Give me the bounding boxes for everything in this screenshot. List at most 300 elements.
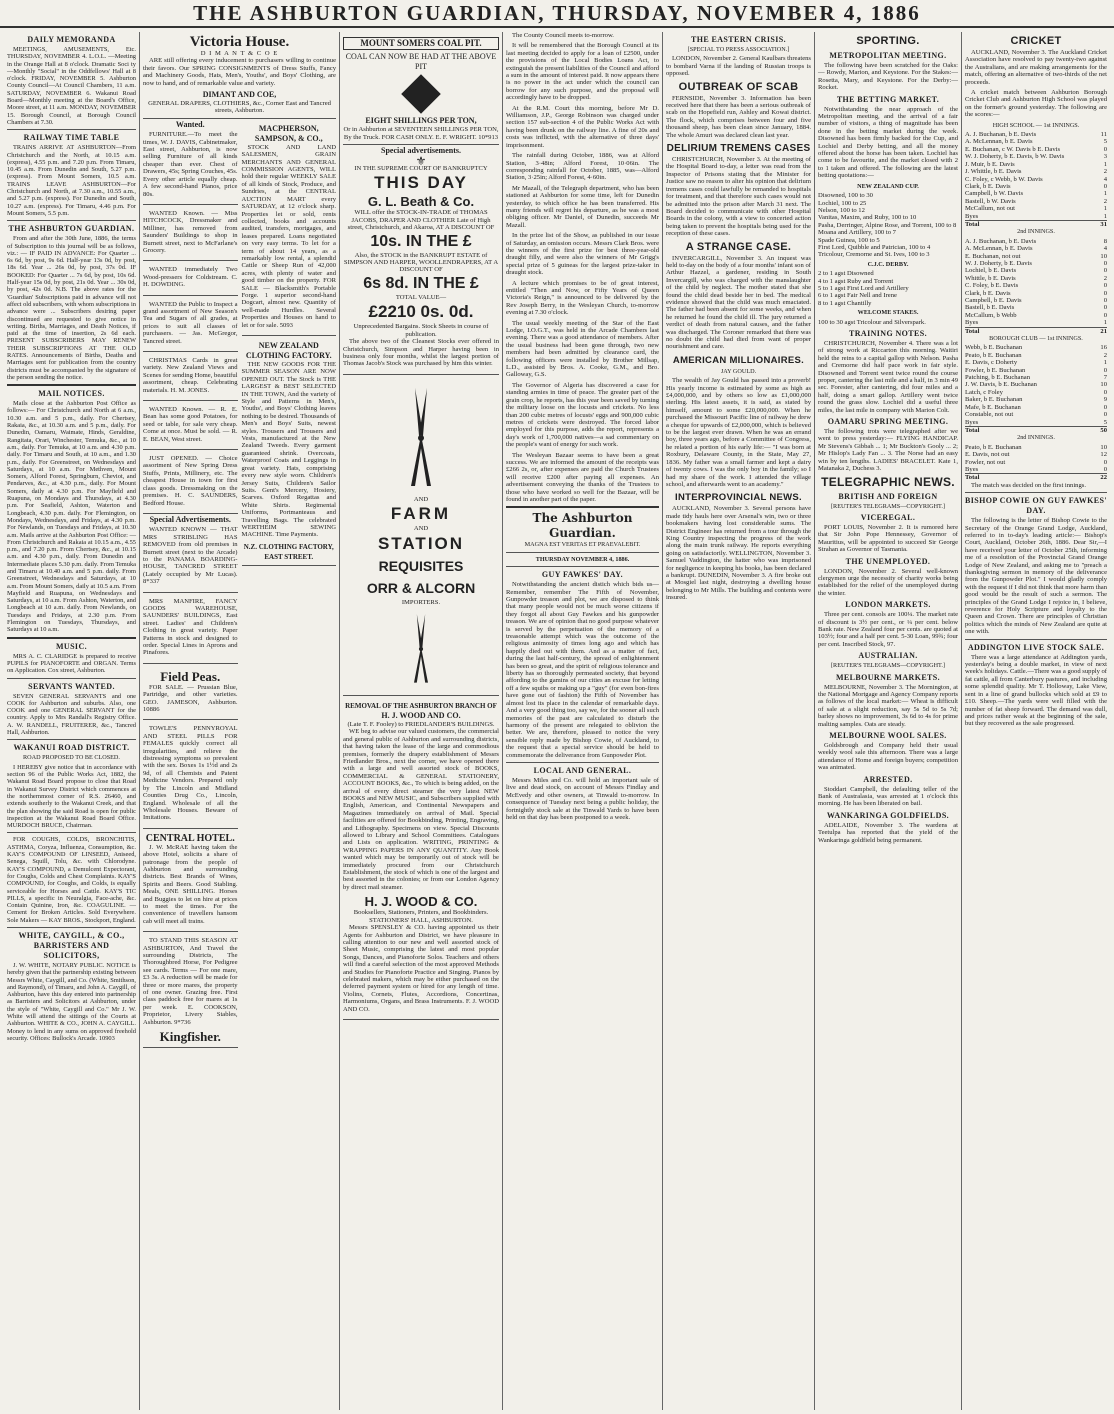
scorecard-row [965,297,1107,304]
victoria-signature: DIMANT AND COE, [202,90,277,100]
news-paragraph: The Wesleyan Bazaar seems to have been a great success. We are informed the amount of the receipts was £266 2s, or, after expenses are paid the Church Trustees will receive £200 after paying all expenses. An advertisement conveying the thanks of the Trustees to those who have worked so well for the Bazaar, will be found in another part of the paper. [506,451,659,503]
music-heading: MUSIC. [55,641,88,651]
scorecard-row [965,176,1107,183]
news-paragraph: The rainfall during October, 1886, was at Alford Station, 3·48in; Alford Forest, 10·06in. The corresponding rainfall for October, 1885, was—Alford Station, 3·25in; Alford Forest, 4·60in. [506,152,659,182]
news-paragraph: At the R.M. Court this morning, before Mr D. Williamson, J.P., George Robinson was charged under section 157 sub-section 4 of the Public Works Act with having been drunk on the railway line. A fine of 20s and costs was inflicted, with the alternative of three days' imprisonment. [506,104,659,149]
scorecard-row [965,352,1107,359]
batsman-name: J. Muir, b E. Davis [965,160,1015,168]
wool-sales-heading: MELBOURNE WOOL SALES. [829,731,947,741]
runs: 2 [1103,197,1107,205]
scorecard-row [965,238,1107,245]
guy-fawkes-heading: GUY FAWKES' DAY. [541,570,624,580]
special-ad [143,523,238,592]
news-paragraph: The County Council meets to-morrow. [512,32,614,39]
scorecard-total [965,426,1107,434]
scorecard-row [965,198,1107,205]
coal-pit-heading: MOUNT SOMERS COAL PIT. [343,37,499,50]
orr-alcorn-ad [343,377,499,696]
victoria-address: GENERAL DRAPERS, CLOTHIERS, &c., Corner East and Tancred streets, Ashburton. [148,100,331,115]
metropolitan-text: The following have been scratched for the Oaks:— Rowdy, Marion, and Keystone. For the Stakes:— Rosetta, Mary, and Keystone. For the Derby:— Rocket. [818,62,958,92]
betting-line: Moana and Artillery, 100 to 7 [818,229,896,237]
nz-cup-heading: NEW ZEALAND CUP. [857,182,919,190]
scorecard-row [965,411,1107,418]
white-caygill-text: J. W. WHITE, NOTARY PUBLIC. NOTICE is hereby given that the partnership existing between Messrs White, Caygill, and Co. (White, Smithson, and Raymond), of Timaru, and John A. Caygill, of Ashburton, have this day entered into partnership as Barristers and Solicitors at Ashburton, under the style of "White, Caygill and Co." Mr J. W. White will attend the sittings of the Courts at Ashburton. WHITE & CO., JOHN A. CAYGILL. Money to lend in any sums on approved freehold security. Offices: Bullock's Arcade. 10903 [7,961,136,1042]
batsman-name: Lochiel, b E. Davis [965,267,1017,275]
scorecard-row [965,183,1107,190]
total-label: TOTAL VALUE— [395,293,447,301]
runs: 7 [1103,374,1107,382]
guardian-motto: MAGNA EST VERITAS ET PRAEVALEBIT. [524,541,641,549]
kingfisher-text: TO STAND THIS SEASON AT ASHBURTON, And Travel the surrounding Districts, The Thoroughbred Horse, For Pedigree see cards. Terms — For one mare, £3 3s. A reduction will be made for three or more mares, the property of one owner. Grazing free. First class paddock free for mares at 1s per week. E. COOKSON, Proprietor, Livery Stables, Ashburton. 9*736 [143,937,238,1026]
scab-text: FERNSIDE, November 3. Information has been received here that there has been a serious outbreak of scab on the Hopefield run, Ashley and Kowai district. The flock, which comprises between four and five thousand sheep, has been clean since January, 1884. The whole Amuri was declared clean last year. [666,94,811,139]
scorecard-row [965,396,1107,403]
viceregal-text: PORT LOUIS, November 2. It is rumored here that Sir John Pope Hennessey, Governor of Mauritius, will be appointed to succeed Sir George Strahan as Governor of Tasmania. [818,523,958,554]
runs: 0 [1103,182,1107,190]
scorecard-row [965,245,1107,252]
news-paragraph: It will be remembered that the Borough Council at its last meeting decided to apply for a loan of £2500, under the provisions of the Local Bodies Loans Act, to extinguish the present liabilities of the Council and afford a sum in the amount of interest paid. It now appears there is no power in the act under which the council can borrow for any such purpose, and the proposal will accordingly have to be dropped. [506,42,659,102]
scorecard-total [965,220,1107,228]
american-text: The wealth of Jay Gould has passed into a proverb! His yearly income is estimated by some as high as £4,000,000, and by others so low as £1,000,000 sterling. His latest assets, it is said, as stated by himself, amount to some £20,000,000. When he purchased the Missouri Pacific line of railway he drew a cheque for upwards of £2,000,000, which is believed to be the largest ever drawn. When he was an errand boy, three years ago, before a Committee of Congress, he related a portion of his early life:— "I was born at Roxbury, Delaware County, in the State, May 27, 1836. My father was a small farmer and kept a dairy of twenty cows. I was the only boy in the family; so I had my share of the work. I attended the village school, and afterwards went to an academy." [666,377,811,488]
special-ads-heading: Special Advertisements. [149,514,231,524]
batsman-name: Total [965,474,980,482]
runs: 0 [1103,458,1107,466]
runs: 0 [1103,304,1107,312]
court-heading: IN THE SUPREME COURT OF BANKRUPTCY [354,165,488,173]
central-hotel-text: J. W. McRAE having taken the above Hotel, solicits a share of patronage from the people of Ashburton and surrounding districts. Best Brands of Wines, Spirits and Beers. Good Stabling. Meals, ONE SHILLING. Horses and Buggies to let on hire at prices to meet the times. For the convenience of travellers hansom cab will meet all trains. [143,843,238,925]
nz-cup-list [818,192,958,259]
scorecard-row [965,319,1107,326]
runs: 5 [1103,138,1107,146]
arrested-text: Stoddart Campbell, the defaulting teller of the Bank of Australasia, was arrested at 1 o'clock this morning. He has been liberated on bail. [818,785,958,808]
wanted-ad [143,128,238,205]
coal-pit-ad [343,32,499,145]
central-hotel-ad [143,831,238,932]
eastern-crisis-text: LONDON, November 2. General Kaulbars threatens to bombard Varna if the landing of Russian troops is opposed. [666,55,811,78]
batsman-name: C. Foley, b E. Davis [965,282,1019,290]
scorecard-row [965,312,1107,319]
wanted-ad-text: WANTED Known. — Miss HITCHCOCK, Dressmaker and Milliner, has removed from Saunders' Buildings to shop in Burnett street, next to McFarlane's Grocery. [143,209,238,254]
batsman-name: Patching, b E. Buchanan [965,374,1031,382]
welcome-stakes-text: 100 to 30 agst Tricolour and Silverspark. [818,318,926,326]
runs: 0 [1103,267,1107,275]
runs: 4 [1103,175,1107,183]
betting-line: 4 to 1 agst Ruby and Torrent [818,277,894,285]
mail-heading: MAIL NOTICES. [38,389,105,399]
eastern-crisis-heading: THE EASTERN CRISIS. [691,35,786,44]
batsman-name: E. Buchanan, c W. Davis b E. Davis [965,145,1061,153]
and-word-2: AND [413,525,429,533]
wanted-ad-text: WANTED immediately Two Wood-pressers for Coldstream. C. H. DOWDING. [143,266,238,289]
cjc-derby-heading: C.J.C. DERBY. [867,260,909,268]
eastern-crisis-subheading: [SPECIAL TO PRESS ASSOCIATION.] [687,46,790,53]
strange-case-heading: A STRANGE CASE. [685,240,792,253]
beath-text-2: Also, the STOCK in the BANKRUPT ESTATE of SIMPSON AND HARPER, WOOLLENDRAPERS, AT A DISCOUNT OF [343,251,499,274]
scorecard-high-school-2 [965,238,1107,335]
diamant-ad [242,121,337,336]
white-caygill-heading: WHITE, CAYGILL, & CO., BARRISTERS AND SOLICITORS, [18,930,125,960]
arrested-heading: ARRESTED. [863,774,913,784]
runs: 0 [1103,289,1107,297]
wood-text: Messrs SPENSLEY & CO. having appointed us their Agents for Ashburton and District, we have pleasure in calling attention to our new and well assorted stock of Sheet Music, comprising the latest and most popular Songs, Dances, and Pianoforte Solos. Teachers and others will find a careful selection of the most approved Methods and Studies for Pianoforte Practice and Singing. Pianos by celebrated makers, which may be either purchased on the deferred payment system or hired for any length of time. Violins, Cornets, Flutes, Accordions, Concertinas, Harmoniums, Organs, and Brass Instruments. F. J. WOOD AND CO. [343,924,499,1013]
runs: 21 [1100,327,1107,335]
macpherson-text: STOCK AND LAND SALESMEN, GRAIN MERCHANTS AND GENERAL COMMISSION AGENTS, WILL hold their regular WEEKLY SALE of all kinds of Stock, Produce, and Sundries, at the CENTRAL AUCTION MART every SATURDAY, at 12 o'clock sharp. Properties let or sold, rents collected, books and accounts audited, transfers, mortgages, and leases prepared. Loans negotiated on very easy terms. To let for a term of about 14 years, as a remarkably low rental, a splendid Cattle or Sheep Run of 42,000 acres, with plenty of water and good timber on the property. FOR SALE — Blacksmith's Portable Forge. 1 superior second-hand Dogcart, almost new. Quantity of well-made Hurdles. Several Properties and Houses on hand to let or for sale. 5093 [241,143,336,329]
batsman-name: J. W. Davis, b E. Buchanan [965,381,1037,389]
betting-line: First Lord, Quibble and Patrician, 100 to 4 [818,243,931,251]
nz-clothing-ad [242,338,337,566]
bishop-heading: BISHOP COWIE ON GUY FAWKES' DAY. [965,496,1107,516]
batsman-name: Fowler, not out [965,458,1006,466]
batsman-name: Mafe, b E. Buchanan [965,403,1021,411]
reuters-label: [REUTER'S TELEGRAMS—COPYRIGHT.] [831,502,945,510]
special-ads-heading-3: Special advertisements. [381,146,461,156]
beath-text: WILL offer the STOCK-IN-TRADE of THOMAS JACOBS, DRAPER AND CLOTHIER Late of High street, Christchurch, and Akaroa, AT A DISCOUNT OF [347,209,495,232]
runs: 0 [1103,403,1107,411]
runs: 11 [1100,131,1107,139]
scorecard-row [965,138,1107,145]
wanted-ad-text: WANTED Known. — R. E. Bean has some good Potatoes, for seed or table, for sale very cheap. Come at once. Must be sold. — R. E. BEAN, West street. [143,406,238,443]
col2-left [143,121,238,1050]
guardian-terms-text: From and after the 30th June, 1886, the terms of Subscription to this journal will be as follows, viz.: — IF PAID IN ADVANCE: For Quarter ... 6s 6d, by post, 9s 6d. Half-year 13s 0d, by post, 18s 6d. Year ... 26s 0d, by post, 37s 0d. IF BOOKED: For Quarter ... 7s 6d, by post, 10s 6d. Half-year 15s 0d, by post, 21s 0d. Year ... 30s 0d, by post, 42s 0d. N.B. The above rates for the 'Guardian' Subscriptions paid in advance will not affect old subscribers, with whom subscriptions in advance were ... Subscribers desiring paper discontinued are requested to give notice in writing. Births, Marriages, and Death Notices, if paid at the time of insertion, 2s 6d each. PRESENT SUBSCRIBERS MAY RENEW THEIR SUBSCRIPTIONS AT THE OLD RATES. Announcements of Births, Deaths and Marriages sent for publication from the country districts must be accompanied by the signature of the person sending the notice. [7,235,136,381]
australian-subheading: [REUTER'S TELEGRAMS—COPYRIGHT.] [831,662,945,670]
runs: 4 [1103,245,1107,253]
runs: 2 [1103,351,1107,359]
scorecard-row [965,267,1107,274]
column-2 [140,32,340,1410]
delirium-text: CHRISTCHURCH, November 3. At the meeting of the Hospital Board to-day, a letter was read from the Inspector of Prisons stating that the Minister for Justice saw no reason to alter his opinion that delirium tremens cases could lawfully be remanded to hospitals for treatment, and that therefore such cases would not be admitted into the prison after March 31 next. The Board decided to communicate with other Hospital Boards in the colony, with a view to concerted action being taken to prevent the hospitals being used for the reception of these cases. [666,156,811,238]
batsman-name: A. J. Buchanan, b E. Davis [965,131,1037,139]
betting-line: 5 to 1 agst First Lord and Artillery [818,284,909,292]
cricket-intro: AUCKLAND, November 3. The Auckland Cricket Association have resolved to pay twenty-two against the Australians, and are making arrangements for the match, offering an alternative of two-thirds of the net proceeds. [965,49,1107,86]
nz-clothing-heading: NEW ZEALAND CLOTHING FACTORY. [245,341,332,360]
wakanui-heading: WAKANUI ROAD DISTRICT. [13,743,130,753]
victoria-house-ad [143,32,336,119]
wood-removal-ad [343,698,499,1020]
kingfisher-heading: Kingfisher. [159,1029,221,1045]
removal-name: H. J. WOOD AND CO. [381,710,461,720]
field-peas-ad [143,666,238,721]
metropolitan-heading: METROPOLITAN MEETING. [829,51,947,60]
wanted-ad [143,263,238,295]
batsman-name: Clark, b E. Davis [965,289,1011,297]
servants-text: SEVEN GENERAL SERVANTS and one COOK for Ashburton and suburbs. Also, one COOK and one GENERAL SERVANT for the country. Apply to Mrs Randall's Registry Office. A. W. RANDELL, FRUITERER, &c., Tancred Hall, Ashburton. [7,692,136,737]
betting-line: 2 to 1 agst Disowned [818,270,874,278]
batsman-name: E. Davis, c Doherty [965,359,1018,367]
interprovincial-heading: INTERPROVINCIAL NEWS. [675,492,802,504]
scorecard-row [965,253,1107,260]
scorecard-high-school-1 [965,131,1107,228]
station-heading: STATION [377,533,465,553]
coal-pit-text: Or in Ashburton at SEVENTEEN SHILLINGS PER TON, By the Truck. FOR CASH ONLY. E. F. WRIGHT. 10*913 [343,126,499,141]
batsman-name: Byes [965,465,979,473]
scorecard-row [965,290,1107,297]
pruning-shears-icon [401,388,441,488]
scab-heading: OUTBREAK OF SCAB [678,80,799,93]
col2-split [143,121,336,1050]
runs: 8 [1103,237,1107,245]
scorecard-row [965,275,1107,282]
servants-heading: SERVANTS WANTED. [28,681,115,691]
beath-heading: G. L. Beath & Co. [367,194,475,210]
runs: 0 [1103,366,1107,374]
royal-crest-icon: ⚜ [415,153,427,168]
discount-ten: 10s. IN THE £ [370,232,472,250]
batsman-name: Clark, b E. Davis [965,182,1011,190]
railway-text: TRAINS ARRIVE AT ASHBURTON—From Christchurch and the North, at 10.15 a.m. (express), 4.55 p.m. and 7.20 p.m. From Timaru, 10.45 a.m. From Dunedin and South, 5.27 p.m. (express). From Mount Somers, 10.5 a.m. TRAINS LEAVE ASHBURTON—For Christchurch and North, at 7.30 a.m., 10.55 a.m., and 5.27 p.m. (express). For Dunedin and South, 10.27 a.m. (express). For Timaru, 4.46 p.m. For Mount Somers, 5.5 p.m. [7,144,136,217]
page-columns [4,32,1110,1410]
australian-heading: AUSTRALIAN. [858,651,918,661]
removal-text: WE beg to advise our valued customers, the commercial and general public of Ashburton and surrounding districts, that having taken the lease of the large and commodious premises, formerly the drapery establishment of Messrs Friedlander Bros., next the corner, we have opened there with a large and well assorted stock of BOOKS, COMMERCIAL & GENERAL STATIONERY, ACCOUNT BOOKS, &c., To which is being added, on the arrival of every direct steamer the very latest NEW BOOKS and NEW MUSIC, and Subscribers supplied with English, American, and Continental Newspapers and Magazines immediately on arrival of Mail. Special facilities are offered for Bookbinding, Printing, Engraving, and Lithography. Specimens on view. Special Discounts allowed to Library and School Committees. Catalogues and Lists on application. WRITING, PRINTING & WRAPPING PAPERS IN ANY QUANTITY. Any Book wanted which may be temporarily out of stock will be immediately procured from our Christchurch Establishment, the stock of which is one of the largest and best assorted in the colonies; or from our London Agency by direct mail steamer. [343,728,499,891]
local-general-text: Messrs Miles and Co. will hold an important sale of live and dead stock, on account of Messrs Findlay and McEvedy and other owners, at Tinwald to-morrow. In consequence of Tuesday next being a public holiday, the fortnightly stock sale at the Tinwald Yards to have been held on that day has been postponed to a week. [506,776,659,821]
diamond-ornament-icon [401,75,441,115]
london-markets-heading: LONDON MARKETS. [845,600,931,610]
runs: 0 [1103,297,1107,304]
batsman-name: Campbell, b E. Davis [965,297,1022,304]
scorecard-heading: BOROUGH CLUB — 1st INNINGS. [989,335,1083,343]
wankaringa-heading: WANKARINGA GOLDFIELDS. [826,810,950,820]
beath-ad [343,155,499,375]
batsman-name: E. Davis, not out [965,451,1010,459]
batsman-name: A. J. Buchanan, b E. Davis [965,237,1037,245]
addington-heading: ADDINGTON LIVE STOCK SALE. [967,642,1105,652]
scorecard-row [965,404,1107,411]
runs: 10 [1100,443,1107,451]
batsman-name: Bastell, b E. Davis [965,304,1015,312]
scorecard-row [965,146,1107,153]
runs: 2 [1103,168,1107,176]
batsman-name: Byes [965,418,979,426]
batsman-name: Peato, b E. Buchanan [965,443,1022,451]
london-markets-text: Three per cent. consols are 100¼. The market rate of discount is 3½ per cent., or ¼ per cent. below Bank rate. New Zealand four per cents. are quoted at 103½; four and a half per cent. 5-30 Loan, 99¾; four per cent. Inscribed Stock, 97. [818,611,958,648]
runs: 1 [1103,205,1107,213]
guardian-nameplate: The Ashburton Guardian. [532,511,633,541]
mail-text: Mails close at the Ashburton Post Office as follows:— For Christchurch and North at 6 a.m., 10.30 a.m. and 5 p.m., daily. For Chertsey, Rakaia, &c., at 10.30 a.m. and 5 p.m., daily. For Dunedin, Oamaru, Waimate, Hinds, Geraldine, Rangitata, Orari, Winchester, Temuka, &c., at 10 a.m., daily. For Temuka, at 10 a.m. and 4.30 p.m. daily. For Timaru and South, at 10 a.m., and 1.30 p.m., daily. For Greenstreet, on Wednesdays and Saturdays, at 10 a.m. For Methven, Mount Somers, Alford Forest, Springburn, Cheviot, and Pendarves, &c., at 4.30 p.m., daily. For Mount Somers, daily at 4.30 p.m. For Mayfield and Ruapuna, on Mondays and Thursdays, at 4.30 p.m. For Seafield, Ashton, Waterton and Longbeach, 4.30 p.m. daily. For Flemington, on Mondays, Wednesdays, and Fridays, at 4.30 p.m. For Newlands, on Tuesdays and Fridays, at 10.30 a.m. Mails arrive at the Ashburton Post Office: — From Christchurch and Rakaia at 10.15 a.m., 4.55 p.m., and 7.20 p.m. From Chertsey, &c., at 10.15 a.m. and 4.30 p.m., daily. From Dunedin and Intermediate places 5.30 p.m. daily. From Temuka and Timaru at 10.40 a.m. and 5 p.m. daily. From Greenstreet, Wednesdays and Saturdays, at 10 a.m. From Mount Somers, daily at 10.5 a.m. From Mayfield and Ruapuna, on Wednesdays and Saturdays, at 10 a.m. From Ashton, Waterton, and Longbeach at 10 a.m. daily. From Newlands, on Tuesdays and Fridays, at 2.30 p.m. From Flemington on Tuesdays, Thursdays, and Saturdays at 10 a.m. [7,400,136,634]
scorecard-row [965,205,1107,212]
batsman-name: McCallum, b Webb [965,311,1017,319]
scorecard-row [965,161,1107,168]
wanted-ad-text: JUST OPENED. — Choice assortment of New Spring Dress Stuffs, Prints, Millinery, etc. The cheapest House in town for first class goods. Dressmaking on the premises. H. C. SAUNDERS, Bedford House. [143,455,238,507]
batsman-name: Peato, b E. Buchanan [965,351,1022,359]
batsman-name: Bastell, b W. Davis [965,197,1016,205]
discount-six: 6s 8d. IN THE £ [363,274,479,292]
american-heading: AMERICAN MILLIONAIRES. [672,354,805,366]
runs: 50 [1100,426,1107,434]
scorecard-row [965,374,1107,381]
telegraphic-heading: TELEGRAPHIC NEWS. [821,474,955,489]
orr-alcorn-heading: ORR & ALCORN [366,579,476,596]
scorecard-total [965,473,1107,481]
coal-price: EIGHT SHILLINGS PER TON, [365,116,477,126]
special-ad-text: MRS MANFIRE, FANCY GOODS WAREHOUSE, SAUNDERS' BUILDINGS, East street. Ladies' and Children's Clothing in great variety. Paper Patterns in stock and designed to order. Special Lines in Aprons and Pinafores. [143,597,238,657]
scorecard-row [965,190,1107,197]
victoria-text: ARE still offering every inducement to purchasers willing to continue their favors. Our SPRING CONSIGNMENTS of Dress Stuffs, Fancy and Machinery Goods, Hats, Men's, Youths', and Boys' Clothing, are now to hand, and of remarkable value and variety. [143,57,336,87]
scorecard-row [965,260,1107,267]
batsman-name: E. Buchanan, not out [965,252,1021,260]
betting-line: Tricolour, Cremorne and St. Ives, 100 to 3 [818,251,930,259]
scorecard-row [965,131,1107,138]
wool-sales-text: Goldsbrough and Company held their usual weekly wool sale this afternoon. There was a large attendance of Home and foreign buyers; competition was animated. [818,742,958,772]
oamaru-text: The following trots were telegraphed after we went to press yesterday:— FLYING HANDICAP. Mr Stevens's Gibbah ... 1; Mr Buckton's Gooly ... 2; Mr Hislop's Lady Fan ... 3. The Norse had an easy win by ten lengths. LADIES' BRACELET. Kate 1, Matanaka 2, Duchess 3. [818,428,958,473]
this-day-heading: THIS DAY [374,173,468,193]
batsman-name: J. Whittle, b E. Davis [965,168,1022,176]
unemployed-text: LONDON, November 2. Several well-known clergymen urge the necessity of charity works being established for the relief of the unemployed during the winter. [818,567,958,597]
delirium-heading: DELIRIUM TREMENS CASES [666,143,811,155]
training-text: CHRISTCHURCH, November 4. There was a lot of strong work at Riccarton this morning. Waitiri held the reins to a capital gallop with Nelson. Pasha and Cremorne did half pace work in fair style. Disowned and Torrent went twice round the course proper, cantering the last mile and a half, in 3 min 49 sec. Forester, after cantering, did four miles and a half, doing a smart gallop. Artillery went twice round the grass slow. Lochiel did a useful three miles, the last mile in company with Marion Colt. [818,340,958,414]
macpherson-heading: MACPHERSON, SAMPSON, & CO., [254,123,323,143]
towle-pills-ad [143,722,238,828]
batsman-name: Total [965,327,980,335]
betting-line: Vanitas, Maxim, and Ruby, 100 to 10 [818,214,917,222]
wood-heading: H. J. WOOD & CO. [364,894,478,910]
music-text: MRS A. C. CLARIDGE is prepared to receive PUPILS for PIANOFORTE and ORGAN. Terms on Application. Cox street, Ashburton. [7,652,136,675]
american-subheading: JAY GOULD. [720,367,757,375]
betting-line: 8 to 1 agst Chantilly [818,299,872,307]
bishop-text: The following is the letter of Bishop Cowie to the Secretary of the Orange Grand Lodge, Auckland, referred to in to-day's leading article:— Bishop's Court, Auckland, October 26th, 1886. Dear Sir,—I have received your letter of October 25th, informing me of a resolution of the Provincial Grand Orange Lodge of New Zealand, and asking me to "preach a thanksgiving sermon in memory of the deliverance from the Gunpowder Plot." I would gladly comply with the request if I did not think that more harm than good would be the result of such a sermon. The principles of the Grand Lodge I rejoice in, I believe, reverence for Holy Scripture and loyalty to the Queen and Crown. There are principles of Christian politics which the minds of New Zealand are quite at one with. [965,517,1107,636]
local-general-heading: LOCAL AND GENERAL. [533,765,632,775]
scorecard-row [965,466,1107,473]
masthead-title: THE ASHBURTON GUARDIAN, THURSDAY, NOVEMBER 4, 1886 [193,0,921,25]
railway-heading: RAILWAY TIME TABLE [23,133,120,143]
column-5 [663,32,815,1410]
batsman-name: Fowler, b E. Buchanan [965,366,1026,374]
col2-right [242,121,337,1050]
runs: 0 [1103,311,1107,319]
scorecard-row [965,444,1107,451]
runs: 0 [1103,388,1107,396]
field-peas-text: FOR SALE. — Prussian Blue, Partridge, and other varieties. GEO. JAMESON, Ashburton. 10886 [143,683,238,714]
runs: 1 [1103,212,1107,220]
runs: 0 [1103,411,1107,419]
runs: 31 [1100,220,1107,228]
sporting-heading: SPORTING. [856,35,920,47]
guardian-dateline: THURSDAY NOVEMBER 4, 1886. [535,555,630,563]
requisites-heading: REQUISITES [378,557,464,574]
and-word: AND [413,495,429,503]
runs: 10 [1100,381,1107,389]
scorecard-row [965,419,1107,426]
scorecard-heading: 2nd INNINGS. [1017,228,1055,236]
guardian-terms-heading: THE ASHBURTON GUARDIAN. [8,224,135,234]
runs: 0 [1103,465,1107,473]
runs: 0 [1103,145,1107,153]
melbourne-markets-text: MELBOURNE, November 3. The Mornington, at the National Mortgage and Agency Company reports as follows of the local market:— Wheat is difficult of sale at a slight reduction, say 5s 5d to 5s 7d; barley shows no improvement, 3s 6d to 4s for prime malting samples. Oats are steady. [818,683,958,728]
scorecard-row [965,459,1107,466]
scorecard-row [965,344,1107,351]
runs: 9 [1103,396,1107,404]
guy-fawkes-text: Notwithstanding the ancient distich which bids us— Remember, remember The Fifth of November, Gunpowder treason and plot, we are disposed to think that many people would not be much worse citizens if they forgot all about Guy Fawkes and his gunpowder treason. We are of opinion that no good purpose whatever is served by the perpetuation of the memory of a treasonable attempt which was the outcome of the religious animosity of times long ago and which has happily died out with them. And as a matter of fact, during the last half-century, the spread of enlightenment has been so great, and the spirit of religious tolerance and liberty has so thoroughly permeated society, that beyond affording to the gamins of our cities an excuse for letting off a few squibs or making up a "guy" (for even bon-fires have gone out of fashion) the Fifth of November has almost lost its place in the calendar of remarkable days. And a very good thing too, say we, for the sooner all such memories of the past are calculated to disturb the harmony of the present are relegated to oblivion the better. We are, therefore, pleased to notice the very sensible reply made by Bishop Cowie, of Auckland, to the request that a special service should be held to commemorate the deliverance from Gunpowder Plot. [506,581,659,759]
nz-clothing-signature: N.Z. CLOTHING FACTORY, EAST STREET. [243,542,334,561]
wood-subheading: Booksellers, Stationers, Printers, and Bookbinders. STATIONERS' HALL, ASHBURTON. [353,909,489,924]
wanted-ad [143,452,238,514]
batsman-name: Webb, b E. Buchanan [965,344,1023,352]
wanted-ad-text: FURNITURE.—To meet the times, W. J. DAVIS, Cabinetmaker, East street, Ashburton, is now selling Furniture of all kinds cheaper than ever. Chest of Drawers, 45s; Spring Couches, 45s. Every other article equally cheap. A few second-hand Pianos, price 80s. [143,131,238,198]
kingfisher-ad [143,934,238,1048]
cricket-result: The match was decided on the first innings. [971,481,1086,489]
betting-line: Spade Guinea, 100 to 5 [818,236,880,244]
betting-heading: THE BETTING MARKET. [836,94,940,104]
special-ad [143,595,238,664]
runs: 1 [1103,190,1107,198]
victoria-subheading: D I M A N T & C O E [200,50,279,57]
batsman-name: Baker, b E. Buchanan [965,396,1023,404]
runs: 5 [1103,418,1107,426]
news-paragraph: Mr Mazall, of the Telegraph department, who has been stationed at Ashburton for some time, left for Dunedin yesterday, to which office he has been transferred. His many friends will regret his departure, as he was a most obliging officer. Mr Daniel, of Dunedin, succeeds Mr Mazall. [506,184,659,229]
wanted-ad-text: CHRISTMAS Cards in great variety. New Zealand Views and Scenes for sending Home, beautiful assortment, cheap. Celebrating materials. H. M. JONES. [143,357,238,394]
total-value: £2210 0s. 0d. [368,302,474,322]
interprovincial-text: AUCKLAND, November 3. Several persons have made tidy hauls here over Arsenal's win, two or three bookmakers having lost considerable sums. The District Engineer has returned from a tour through the King Country inspecting the progress of the work along the main trunk railway. He reports everything going on satisfactorily. WELLINGTON, November 3. Samuel Vaddington, the hatter who was imprisoned for negligence in keeping his books, has been declared a bankrupt. DUNEDIN, November 3. A fire broke out at Mosgiel last night, destroying a dwelling house belonging to Mr Mills. The building and contents were insured. [666,505,811,602]
special-ad-text: WANTED KNOWN — THAT MRS STRIBLING HAS REMOVED from old premises in Burnett street (next to the Arcade) to the PANAMA BOARDING-HOUSE, TANCRED STREET (Lately occupied by Mr Lucas). 8*337 [143,526,238,586]
cricket-heading: CRICKET [1010,35,1062,47]
batsman-name: W. J. Doherty, b E. Davis, b W. Davis [965,153,1065,161]
betting-line: Nelson, 100 to 12 [818,206,865,214]
towle-text: TOWLE'S PENNYROYAL AND STEEL PILLS FOR FEMALES quickly correct all irregularities, and relieve the distressing symptoms so prevalent with the sex. Boxes 1s 1½d and 2s 9d, of all Chemists and Patent Medicine Vendors. Prepared only by The Lincoln and Midland Counties Drug Co., Lincoln, England. Wholesale of all the Wholesale Houses. Beware of Imitations. [143,725,238,822]
runs: 12 [1100,451,1107,459]
news-paragraph: The Governor of Algeria has discovered a case for standing armies in time of peace. The greater part of the grain crop, he reports, has this year been saved by turning the military loose on the locusts and crickets. No less than 200 cubic metres of locusts' eggs and 900,000 cubic metres of crickets were destroyed. The forced labor employed for this purpose, adds the report, represents a day's work of 1,700,000 natives—a sad commentary on the people's want of energy for such work. [506,381,659,449]
runs: 1 [1103,160,1107,168]
central-hotel-heading: CENTRAL HOTEL. [145,832,235,844]
batsman-name: Byes [965,212,979,220]
unprecedented-text: Unprecedented Bargains. Stock Sheets in course of publication. [353,323,489,338]
wanted-ad [143,354,238,401]
scorecard-heading: 2nd INNINGS. [1017,434,1055,442]
field-peas-heading: Field Peas. [160,668,221,684]
betting-text: Notwithstanding the near approach of the Metropolitan meeting, and the arrival of a fair number of visitors, a thing of magnitude has been done in the betting market during the week. Disowned has been firmly backed for the Cup, and Lochiel and Derby betting, and all the money offered about the horse has been taken. Lochiel has come to be favourite, and the market closed with 2 to 1 taken and offered. The following are the latest betting quotations:— [818,105,958,180]
scorecard-row [965,213,1107,220]
importers-label: IMPORTERS. [401,598,441,606]
scorecard-row [965,389,1107,396]
removal-heading: REMOVAL OF THE ASHBURTON BRANCH OF [345,701,497,710]
batsman-name: C. Foley, c Webb, b W. Davis [965,175,1043,183]
runs: 22 [1100,474,1107,482]
unprecedented-text-2: The above two of the Cleanest Stocks ever offered in Christchurch, Simpson and Harper having been in business only four months, whilst the largest portion of Thomas Jacob's Stock was purchased by him this winter. [343,338,499,368]
training-heading: TRAINING NOTES. [848,329,927,338]
betting-line: Disowned, 100 to 30 [818,192,873,200]
scorecard-borough-2 [965,444,1107,482]
viceregal-heading: VICEREGAL. [860,512,916,522]
runs: 16 [1100,344,1107,352]
memoranda-text: MEETINGS, AMUSEMENTS, Etc. THURSDAY, NOVEMBER 4. L.O.L. —Meeting in the Orange Hall at 8 o'clock. Dramatic Soci ty—Monthly "Social" in the Oddfellows' Hall at 8 o'clock. FRIDAY, NOVEMBER 5. Ashburton County Council—At Council Chambers, 11 a.m. SATURDAY, NOVEMBER 6. Wakanui Road Board—Monthly meeting at the Board's Office, Moore street, at 11 a.m. MONDAY, NOVEMBER 15. Borough Council, at Borough Council Chambers at 7.30. [7,46,136,126]
news-paragraph: The usual weekly meeting of the Star of the East Lodge, I.O.G.T., was held in the Arcade Chambers last evening. There was a good attendance of members. After the usual business had been gone through, two new members had been admitted by clearance card, the following officers were installed by Brother Millsap, L.D., assisted by Bros. A. Cooke, G.M., and Bro. Galloway, G.S. [506,319,659,379]
batsman-name: A. McLennan, b E. Davis [965,245,1033,253]
batsman-name: McCallum, not out [965,205,1016,213]
runs: 1 [1103,319,1107,327]
column-4 [503,32,663,1410]
scorecard-total [965,327,1107,335]
runs: 1 [1103,359,1107,367]
pruning-shears-icon [401,614,441,684]
wakanui-text: I HEREBY give notice that in accordance with section 96 of the Public Works Act, 1882, the Wakanui Road Board propose to close that Road in Wakanui Survey District which commences at the northernmost corner of R.S. 26460, and extends southerly to the Wakanui Creek, and that the plan showing the said Road is open for public inspection at the Wakanui Road Board Office. MURDOCH BRUCE, Chairman. [7,763,136,830]
coal-pit-subheading: COAL CAN NOW BE HAD AT THE ABOVE PIT [345,52,497,72]
runs: 2 [1103,274,1107,282]
victoria-heading: Victoria House. [189,34,290,50]
betting-line: 6 to 1 agst Fair Nell and Irene [818,292,897,300]
runs: 3 [1103,153,1107,161]
column-7 [962,32,1110,1410]
nz-clothing-text: THE NEW GOODS FOR THE SUMMER SEASON ARE NOW OPENED OUT. The Stock is THE LARGEST & BEST SELECTED IN THE TOWN, And the variety of Style and Patterns in Men's, Youths', and Boys' Clothing leaves nothing to be desired. Thousands of Men's and Boys' Suits, newest styles. Trousers and Trousers and Vests, manufactured at the New Zealand Tweeds. Every garment guaranteed shrink. Overcoats, Waterproof Coats and Leggings in great variety. Hats, comprising every new style worn. Children's Jersey Suits, Children's Sailor Suits. Gent's Mercery, Hosiery, Scarves. Oxford Regattas and White Shirts. Regimental Uniforms, Portmanteaus and Travelling Bags. The celebrated WERTHEIM SEWING MACHINE. Time Payments. [241,361,336,539]
wanted-ad [143,403,238,450]
wanted-ad-text: WANTED the Public to Inspect a grand assortment of New Season's Tea and Sugars of all grades, at prices to suit all classes of purchasers. — Jas. McGregor, Tancred street. [143,300,238,345]
british-foreign-heading: BRITISH AND FOREIGN [838,491,938,501]
strange-case-text: INVERCARGILL, November 3. An inquest was held to-day on the body of a four months' infant son of Arthur Hazzel, a gardener, residing in South Invercargill, who was charged with the manslaughter of the child by neglect. The mother stated that she found the child dead beside her in bed. The medical evidence showed that the child was much emaciated. The father had been absent for some weeks, and when he returned he found the child ill. The jury returned a verdict of death from natural causes, and the father was discharged. The Coroner remarked that there was no doubt the child had died from want of proper nourishment and care. [666,254,811,351]
batsman-name: Constable, not out [965,411,1014,419]
scorecard-row [965,282,1107,289]
scorecard-row [965,381,1107,388]
scorecard-row [965,304,1107,311]
scorecard-row [965,451,1107,458]
addington-text: There was a large attendance at Addington yards, yesterday's being a double market, in view of next week's holidays. Cattle.—There was a good supply of fat cattle, all from Canterbury pastures, and including some splendid quality. Mr T. Holloway, Lake View, sent in a line of grand bullocks which sold at £9 to £10. Sheep.—The yards were well filled with the number of fat sheep forward. The demand was dull, and prices rather weak at the beginning of the sale, but they recovered as the sale progressed. [965,653,1108,728]
scorecard-row [965,153,1107,160]
scorecard-row [965,168,1107,175]
cjc-derby-list [818,270,958,307]
